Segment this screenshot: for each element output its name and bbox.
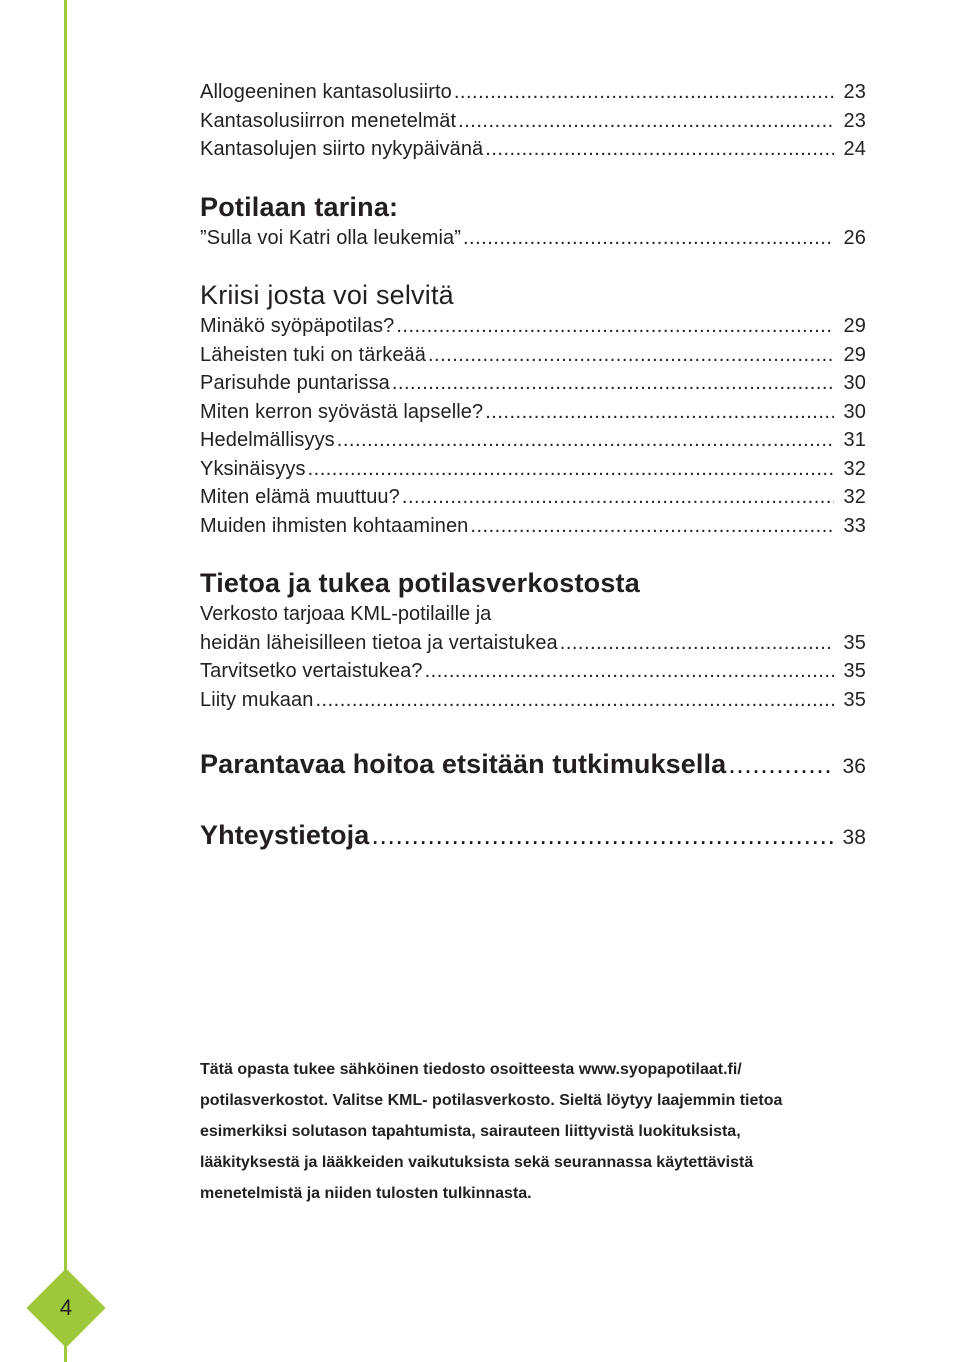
toc-group-transplant — [200, 78, 866, 164]
dot-leader — [428, 341, 834, 370]
dot-leader — [315, 686, 834, 715]
toc-entry-title: Hedelmällisyys — [200, 429, 335, 451]
toc-entry[interactable] — [200, 135, 866, 164]
note-line: esimerkiksi solutason tapahtumista, sairauteen liittyvistä luokituksista, — [200, 1123, 741, 1140]
toc-section-contacts[interactable] — [200, 815, 866, 858]
toc-entry-title: Muiden ihmisten kohtaaminen — [200, 514, 469, 537]
toc-entry-page: 38 — [842, 826, 866, 849]
toc-section-patient-story — [200, 190, 866, 253]
toc-entry-page: 32 — [843, 457, 866, 480]
table-of-contents — [200, 78, 866, 858]
dot-leader — [337, 426, 834, 455]
toc-section-crisis — [200, 278, 866, 540]
toc-section-research[interactable] — [200, 744, 866, 787]
toc-entry-title: Parisuhde puntarissa — [200, 372, 390, 394]
toc-entry-page: 23 — [843, 81, 866, 103]
toc-entry-page: 35 — [843, 631, 866, 654]
toc-entry[interactable] — [200, 629, 866, 658]
dot-leader — [402, 483, 834, 512]
dot-leader — [470, 512, 834, 541]
toc-entry[interactable] — [200, 426, 866, 455]
toc-entry[interactable] — [200, 107, 866, 136]
toc-entry-page: 29 — [843, 343, 866, 366]
toc-entry-title: Tarvitsetko vertaistukea? — [200, 660, 423, 682]
toc-entry-title: Yksinäisyys — [200, 457, 306, 480]
toc-entry-page: 30 — [843, 372, 866, 394]
toc-entry-page: 32 — [843, 486, 866, 508]
toc-entry-page: 26 — [843, 226, 866, 249]
toc-entry[interactable] — [200, 686, 866, 715]
left-margin-line — [64, 0, 67, 1362]
note-line: menetelmistä ja niiden tulosten tulkinnasta. — [200, 1185, 532, 1202]
toc-entry-title: Parantavaa hoitoa etsitään tutkimuksella — [200, 749, 727, 779]
toc-entry-title: Allogeeninen kantasolusiirto — [200, 81, 452, 103]
dot-leader — [463, 224, 834, 253]
toc-entry[interactable] — [200, 224, 866, 253]
dot-leader — [392, 369, 834, 398]
toc-entry[interactable] — [200, 512, 866, 541]
toc-entry-title: Yhteystietoja — [200, 820, 370, 850]
dot-leader — [485, 398, 834, 427]
toc-entry[interactable] — [200, 483, 866, 512]
toc-entry-title: Liity mukaan — [200, 688, 314, 711]
toc-entry-page: 31 — [843, 429, 866, 451]
page-number: 4 — [59, 1295, 73, 1320]
section-heading: Potilaan tarina: — [200, 191, 399, 222]
toc-entry-page: 33 — [843, 514, 866, 537]
toc-entry-title: Miten elämä muuttuu? — [200, 486, 400, 508]
toc-entry[interactable] — [200, 341, 866, 370]
toc-entry[interactable] — [200, 312, 866, 341]
toc-entry-title: Miten kerron syövästä lapselle? — [200, 400, 484, 423]
toc-entry-intro: Verkosto tarjoaa KML-potilaille ja — [200, 603, 492, 625]
toc-entry-title: ”Sulla voi Katri olla leukemia” — [200, 226, 461, 249]
toc-entry[interactable] — [200, 369, 866, 398]
toc-entry-title: Kantasolusiirron menetelmät — [200, 109, 457, 132]
note-line: lääkityksestä ja lääkkeiden vaikutuksista sekä seurannassa käytettävistä — [200, 1154, 754, 1171]
dot-leader — [396, 312, 834, 341]
toc-entry-page: 23 — [843, 109, 866, 132]
dot-leader — [371, 815, 834, 855]
dot-leader — [485, 135, 834, 164]
toc-entry-title: Kantasolujen siirto nykypäivänä — [200, 138, 484, 160]
toc-entry[interactable] — [200, 657, 866, 686]
toc-entry-page: 35 — [843, 688, 866, 711]
toc-entry[interactable] — [200, 398, 866, 427]
section-heading: Tietoa ja tukea potilasverkostosta — [200, 568, 640, 598]
toc-entry-page: 29 — [843, 315, 866, 337]
note-line: potilasverkostot. Valitse KML- potilasverkosto. Sieltä löytyy laajemmin tietoa — [200, 1092, 783, 1109]
dot-leader — [728, 744, 834, 784]
toc-entry-page: 35 — [843, 660, 866, 682]
note-line: Tätä opasta tukee sähköinen tiedosto osoitteesta www.syopapotilaat.fi/ — [200, 1061, 742, 1078]
dot-leader — [308, 455, 834, 484]
dot-leader — [425, 657, 834, 686]
info-note — [200, 1054, 880, 1209]
dot-leader — [454, 78, 834, 107]
dot-leader — [458, 107, 834, 136]
toc-section-patient-network — [200, 566, 866, 714]
toc-entry-title: Läheisten tuki on tärkeää — [200, 343, 426, 366]
toc-entry[interactable] — [200, 455, 866, 484]
toc-entry-page: 24 — [843, 138, 866, 160]
toc-entry-title: Minäkö syöpäpotilas? — [200, 315, 395, 337]
dot-leader — [560, 629, 834, 658]
toc-entry[interactable] — [200, 78, 866, 107]
toc-entry-page: 36 — [842, 755, 866, 778]
toc-entry-title: heidän läheisilleen tietoa ja vertaistukea — [200, 631, 558, 654]
toc-entry-page: 30 — [843, 400, 866, 423]
section-heading: Kriisi josta voi selvitä — [200, 280, 454, 310]
